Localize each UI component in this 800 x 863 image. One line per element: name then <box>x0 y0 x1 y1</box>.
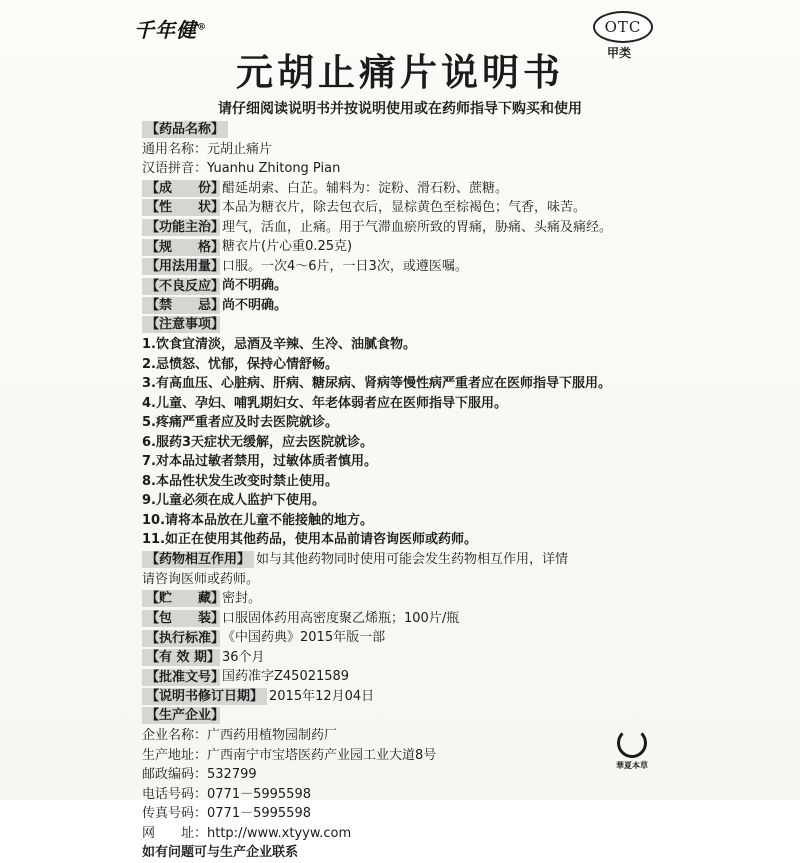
adverse-value: 尚不明确。 <box>222 278 288 294</box>
usage-value: 口服。一次4～6片，一日3次，或遵医嘱。 <box>222 258 468 274</box>
character-row <box>142 198 702 218</box>
package-value: 口服固体药用高密度聚乙烯瓶；100片/瓶 <box>222 610 460 626</box>
manufacturer-line: 邮政编码：532799 <box>142 767 257 783</box>
specification-value: 糖衣片(片心重0.25克) <box>222 239 353 255</box>
contraindications-value: 尚不明确。 <box>222 297 288 313</box>
revision-label: 【说明书修订日期】 <box>142 688 267 705</box>
adverse-label: 【不良反应】 <box>142 278 220 295</box>
specification-label: 【规 格】 <box>142 239 220 256</box>
contraindications-row <box>142 296 702 316</box>
drug-name-heading: 【药品名称】 <box>142 120 702 140</box>
document-title: 元胡止痛片说明书 <box>236 51 564 94</box>
otc-class-label: 甲类 <box>607 46 632 60</box>
interactions-label: 【药物相互作用】 <box>142 551 254 568</box>
precaution-item: 3.有高血压、心脏病、肝病、糖尿病、肾病等慢性病严重者应在医师指导下服用。 <box>142 376 611 392</box>
precaution-item: 1.饮食宜清淡，忌酒及辛辣、生冷、油腻食物。 <box>142 337 416 353</box>
standard-label: 【执行标准】 <box>142 630 220 647</box>
manufacturer-line: 生产地址：广西南宁市宝塔医药产业园工业大道8号 <box>142 747 437 763</box>
approval-label: 【批准文号】 <box>142 669 220 686</box>
manufacturer-line: 网 址：http://www.xtyyw.com <box>142 825 352 841</box>
specification-row <box>142 237 702 257</box>
logo-mark-icon <box>617 728 647 758</box>
precaution-item: 10.请将本品放在儿童不能接触的地方。 <box>142 512 374 528</box>
composition-value: 醋延胡索、白芷。辅料为：淀粉、滑石粉、蔗糖。 <box>222 180 509 196</box>
validity-row <box>142 648 702 668</box>
indications-label: 【功能主治】 <box>142 219 220 236</box>
manufacturer-line: 电话号码：0771－5995598 <box>142 786 311 802</box>
usage-label: 【用法用量】 <box>142 258 220 275</box>
approval-row <box>142 667 702 687</box>
precaution-item: 6.服药3天症状无缓解，应去医院就诊。 <box>142 434 374 450</box>
composition-label: 【成 份】 <box>142 180 220 197</box>
package-row <box>142 609 702 629</box>
manufacturer-line: 企业名称：广西药用植物园制药厂 <box>142 727 338 743</box>
otc-badge: OTC <box>593 11 653 43</box>
precautions-heading: 【注意事项】 <box>142 315 702 335</box>
precaution-item: 4.儿童、孕妇、哺乳期妇女、年老体弱者应在医师指导下服用。 <box>142 395 507 411</box>
revision-value: 2015年12月04日 <box>269 688 375 704</box>
precaution-item: 11.如正在使用其他药品，使用本品前请咨询医师或药师。 <box>142 532 478 548</box>
usage-warning: 请仔细阅读说明书并按说明使用或在药师指导下购买和使用 <box>218 101 582 117</box>
manufacturer-heading: 【生产企业】 <box>142 706 702 726</box>
character-label: 【性 状】 <box>142 199 220 216</box>
package-label: 【包 装】 <box>142 610 220 627</box>
indications-row <box>142 218 702 238</box>
precaution-item: 5.疼痛严重者应及时去医院就诊。 <box>142 415 338 431</box>
precaution-item: 9.儿童必须在成人监护下使用。 <box>142 493 325 509</box>
adverse-row <box>142 276 702 296</box>
approval-value: 国药准字Z45021589 <box>222 669 350 685</box>
usage-row <box>142 257 702 277</box>
precaution-item: 2.忌愤怒、忧郁，保持心情舒畅。 <box>142 356 338 372</box>
validity-label: 【有 效 期】 <box>142 649 220 666</box>
standard-row <box>142 628 702 648</box>
interactions-continued: 请咨询医师或药师。 <box>142 571 260 587</box>
character-value: 本品为糖衣片，除去包衣后，显棕黄色至棕褐色；气香，味苦。 <box>222 200 587 216</box>
standard-value: 《中国药典》2015年版一部 <box>222 630 386 646</box>
generic-name: 通用名称：元胡止痛片 <box>142 141 273 157</box>
interactions-value: 如与其他药物同时使用可能会发生药物相互作用，详情 <box>256 552 569 568</box>
storage-value: 密封。 <box>222 591 262 607</box>
contraindications-label: 【禁 忌】 <box>142 297 220 314</box>
footer-note: 如有问题可与生产企业联系 <box>142 845 299 861</box>
storage-label: 【贮 藏】 <box>142 590 220 607</box>
brand-logo: 千年健® <box>134 18 207 42</box>
precaution-item: 7.对本品过敏者禁用，过敏体质者慎用。 <box>142 454 377 470</box>
revision-row <box>142 687 702 707</box>
interactions-row <box>142 550 702 570</box>
composition-row <box>142 179 702 199</box>
huaxia-bencao-logo: 華夏本草 <box>612 728 652 771</box>
pinyin-name: 汉语拼音：Yuanhu Zhitong Pian <box>142 161 341 177</box>
validity-value: 36个月 <box>222 649 265 665</box>
manufacturer-line: 传真号码：0771－5995598 <box>142 806 311 822</box>
indications-value: 理气，活血，止痛。用于气滞血瘀所致的胃痛，胁痛、头痛及痛经。 <box>222 219 613 235</box>
storage-row <box>142 589 702 609</box>
precaution-item: 8.本品性状发生改变时禁止使用。 <box>142 473 338 489</box>
